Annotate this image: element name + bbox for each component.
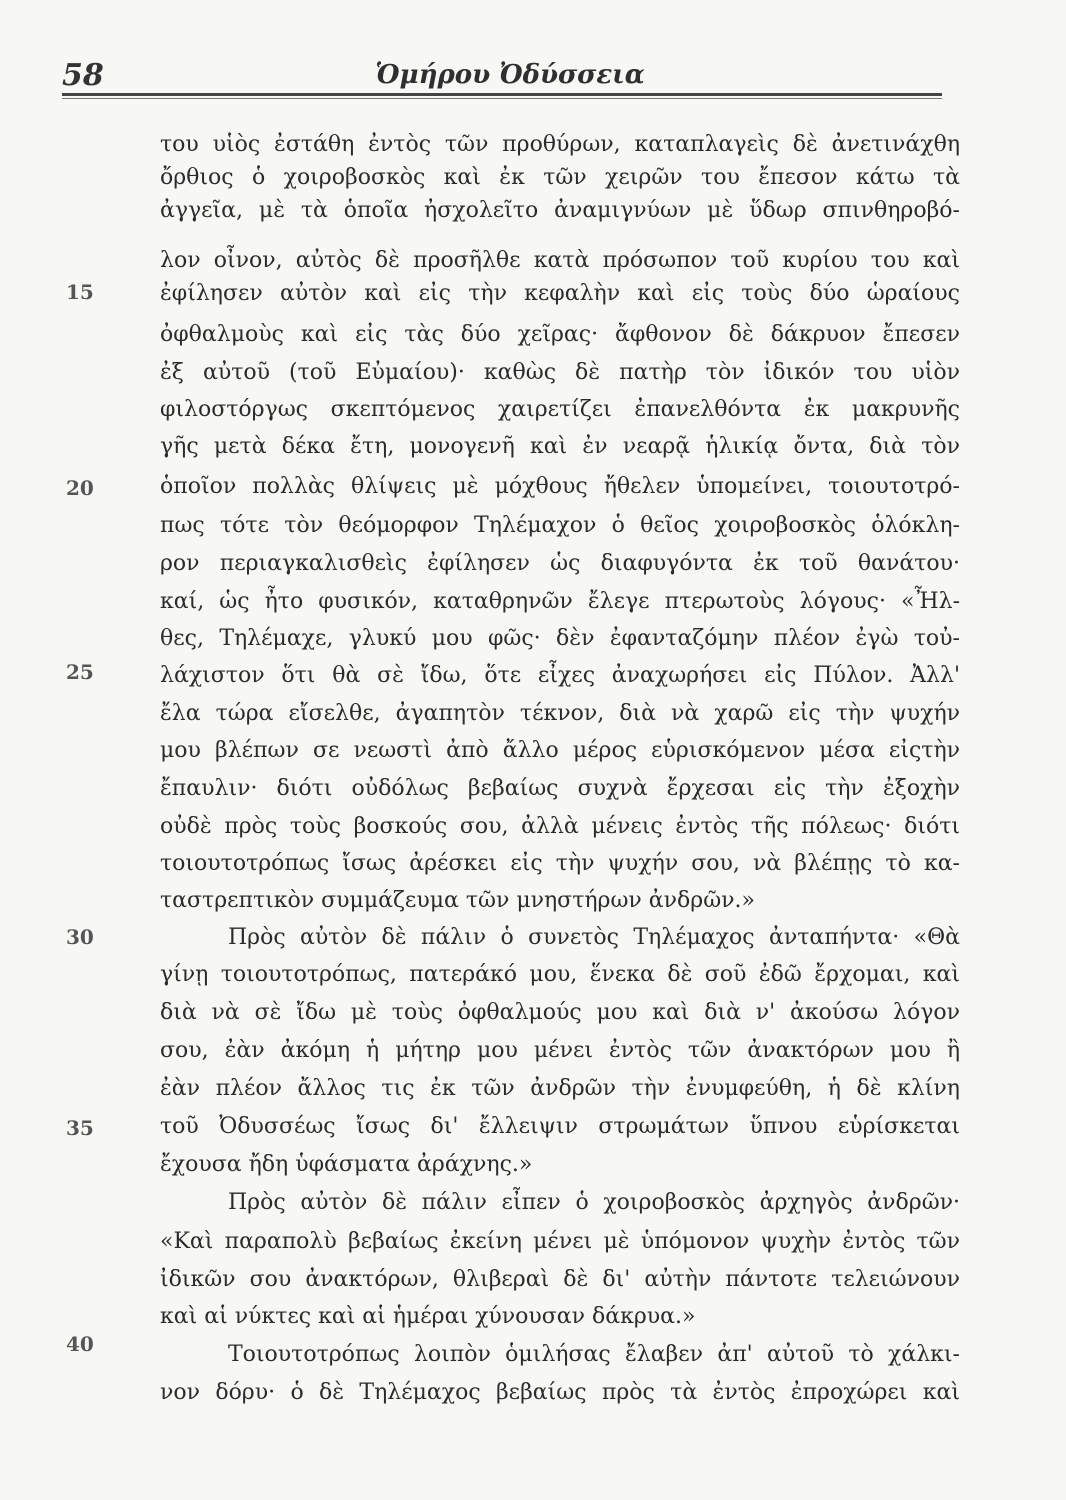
text-line: «Καὶ παραπολὺ βεβαίως ἐκείνη μένει μὲ ὑπόμονον ψυχὴν ἐντὸς τῶν	[160, 1229, 960, 1254]
text-line: τοῦ Ὀδυσσέως ἴσως δι' ἔλλειψιν στρωμάτων ὕπνου εὑρίσκεται	[160, 1114, 960, 1139]
text-line: ταστρεπτικὸν συμμάζευμα τῶν μνηστήρων ἀνδρῶν.»	[160, 888, 755, 913]
text-line: τοιουτοτρόπως ἴσως ἀρέσκει εἰς τὴν ψυχήν σου, νὰ βλέπῃς τὸ κα-	[160, 851, 960, 876]
header-rule	[62, 93, 942, 96]
text-line: ὄρθιος ὁ χοιροβοσκὸς καὶ ἐκ τῶν χειρῶν του ἔπεσον κάτω τὰ	[160, 165, 960, 190]
line-number-15: 15	[66, 280, 94, 304]
text-line: ρον περιαγκαλισθεὶς ἐφίλησεν ὡς διαφυγόντα ἐκ τοῦ θανάτου·	[160, 551, 960, 576]
text-line: φιλοστόργως σκεπτόμενος χαιρετίζει ἐπανελθόντα ἐκ μακρυνῆς	[160, 397, 960, 422]
text-line: του υἱὸς ἐστάθη ἐντὸς τῶν προθύρων, καταπλαγεὶς δὲ ἀνετινάχθη	[160, 132, 960, 157]
text-line: μου βλέπων σε νεωστὶ ἀπὸ ἄλλο μέρος εὑρισκόμενον μέσα εἰςτὴν	[160, 738, 960, 763]
text-line: ἰδικῶν σου ἀνακτόρων, θλιβεραὶ δὲ δι' αὐτὴν πάντοτε τελειώνουν	[160, 1267, 960, 1292]
text-line: ἔπαυλιν· διότι οὐδόλως βεβαίως συχνὰ ἔρχεσαι εἰς τὴν ἐξοχὴν	[160, 776, 960, 801]
text-line: σου, ἐὰν ἀκόμη ἡ μήτηρ μου μένει ἐντὸς τῶν ἀνακτόρων μου ἢ	[160, 1038, 960, 1063]
text-line: ἐφίλησεν αὐτὸν καὶ εἰς τὴν κεφαλὴν καὶ εἰς τοὺς δύο ὡραίους	[160, 281, 960, 306]
text-line: καὶ αἱ νύκτες καὶ αἱ ἡμέραι χύνουσαν δάκρυα.»	[160, 1304, 696, 1329]
line-number-20: 20	[66, 476, 94, 500]
text-line: Πρὸς αὐτὸν δὲ πάλιν εἶπεν ὁ χοιροβοσκὸς ἀρχηγὸς ἀνδρῶν·	[228, 1190, 960, 1215]
text-line: ὁποῖον πολλὰς θλίψεις μὲ μόχθους ἤθελεν ὑπομείνει, τοιουτοτρό-	[160, 474, 960, 499]
text-line: οὐδὲ πρὸς τοὺς βοσκούς σου, ἀλλὰ μένεις ἐντὸς τῆς πόλεως· διότι	[160, 814, 960, 839]
running-title: Ὁμήρου Ὀδύσσεια	[375, 60, 645, 90]
text-line: ἐξ αὐτοῦ (τοῦ Εὐμαίου)· καθὼς δὲ πατὴρ τὸν ἰδικόν του υἱὸν	[160, 360, 960, 385]
line-number-30: 30	[66, 925, 94, 949]
text-line: θες, Τηλέμαχε, γλυκύ μου φῶς· δὲν ἐφανταζόμην πλέον ἐγὼ τοὐ-	[160, 626, 960, 651]
line-number-25: 25	[66, 660, 94, 684]
text-line: καί, ὡς ἦτο φυσικόν, καταθρηνῶν ἔλεγε πτερωτοὺς λόγους· «Ἦλ-	[160, 589, 960, 614]
text-line: διὰ νὰ σὲ ἴδω μὲ τοὺς ὀφθαλμούς μου καὶ διὰ ν' ἀκούσω λόγον	[160, 1000, 960, 1025]
text-line: γίνῃ τοιουτοτρόπως, πατεράκό μου, ἕνεκα δὲ σοῦ ἐδῶ ἔρχομαι, καὶ	[160, 962, 960, 987]
text-line: ἔχουσα ἤδη ὑφάσματα ἀράχνης.»	[160, 1152, 533, 1177]
text-line: λάχιστον ὅτι θὰ σὲ ἴδω, ὅτε εἶχες ἀναχωρήσει εἰς Πύλον. Ἀλλ'	[160, 663, 960, 688]
text-line: ἔλα τώρα εἴσελθε, ἀγαπητὸν τέκνον, διὰ νὰ χαρῶ εἰς τὴν ψυχήν	[160, 701, 960, 726]
text-line: πως τότε τὸν θεόμορφον Τηλέμαχον ὁ θεῖος χοιροβοσκὸς ὁλόκλη-	[160, 513, 960, 538]
text-line: Τοιουτοτρόπως λοιπὸν ὁμιλήσας ἔλαβεν ἀπ' αὐτοῦ τὸ χάλκι-	[228, 1342, 960, 1367]
text-line: ὀφθαλμοὺς καὶ εἰς τὰς δύο χεῖρας· ἄφθονον δὲ δάκρυον ἔπεσεν	[160, 322, 960, 347]
line-number-40: 40	[66, 1332, 94, 1356]
text-line: Πρὸς αὐτὸν δὲ πάλιν ὁ συνετὸς Τηλέμαχος ἀνταπήντα· «Θὰ	[228, 925, 960, 950]
text-line: νον δόρυ· ὁ δὲ Τηλέμαχος βεβαίως πρὸς τὰ ἐντὸς ἐπροχώρει καὶ	[160, 1380, 960, 1405]
header-rule-thin	[62, 98, 942, 99]
page-number: 58	[62, 58, 104, 93]
text-line: γῆς μετὰ δέκα ἔτη, μονογενῆ καὶ ἐν νεαρᾷ ἡλικίᾳ ὄντα, διὰ τὸν	[160, 434, 960, 459]
text-line: ἀγγεῖα, μὲ τὰ ὁποῖα ἠσχολεῖτο ἀναμιγνύων μὲ ὕδωρ σπινθηροβό-	[160, 198, 960, 223]
line-number-35: 35	[66, 1116, 94, 1140]
text-line: ἐὰν πλέον ἄλλος τις ἐκ τῶν ἀνδρῶν τὴν ἐνυμφεύθη, ἡ δὲ κλίνη	[160, 1076, 960, 1101]
text-line: λον οἶνον, αὐτὸς δὲ προσῆλθε κατὰ πρόσωπον τοῦ κυρίου του καὶ	[160, 248, 960, 273]
